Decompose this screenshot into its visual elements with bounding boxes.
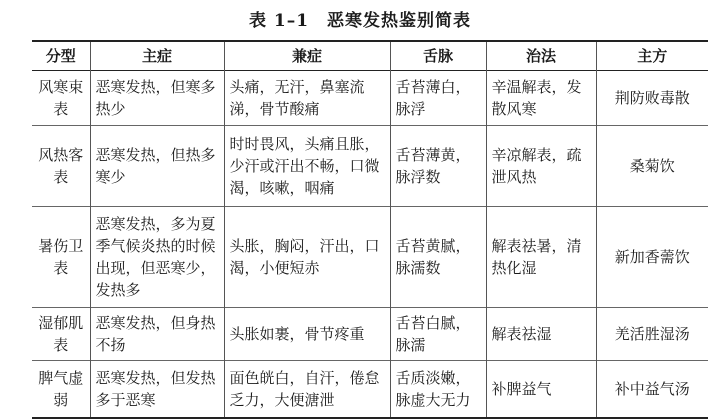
cell-main-symptom: 恶寒发热，但发热多于恶寒 <box>90 361 224 419</box>
table-row <box>32 207 708 308</box>
cell-type: 风寒束表 <box>38 78 84 118</box>
cell-formula: 羌活胜湿汤 <box>596 308 708 361</box>
cell-accompanying-symptom: 头胀，胸闷，汗出，口渴，小便短赤 <box>224 207 390 308</box>
cell-tongue-pulse: 舌苔白腻，脉濡 <box>390 308 486 361</box>
table-caption <box>0 6 720 31</box>
table-header-row <box>32 41 708 71</box>
table-title: 恶寒发热鉴别简表 <box>327 11 472 31</box>
header-treatment: 治法 <box>486 41 596 71</box>
header-tongue-pulse: 舌脉 <box>390 41 486 71</box>
table-row <box>32 308 708 361</box>
cell-type: 湿郁肌表 <box>38 314 84 354</box>
cell-formula: 桑菊饮 <box>596 126 708 207</box>
cell-treatment: 解表祛湿 <box>486 308 596 361</box>
cell-tongue-pulse: 舌苔黄腻，脉濡数 <box>390 207 486 308</box>
cell-main-symptom: 恶寒发热，多为夏季气候炎热的时候出现，但恶寒少，发热多 <box>90 207 224 308</box>
table-row <box>32 361 708 419</box>
header-type: 分型 <box>45 47 76 65</box>
table-row <box>32 71 708 126</box>
cell-accompanying-symptom: 面色㿠白，自汗，倦怠乏力，大便溏泄 <box>224 361 390 419</box>
cell-main-symptom: 恶寒发热，但身热不扬 <box>90 308 224 361</box>
cell-formula: 补中益气汤 <box>596 361 708 419</box>
cell-treatment: 解表祛暑，清热化湿 <box>486 207 596 308</box>
cell-formula: 新加香薷饮 <box>596 207 708 308</box>
cell-treatment: 辛温解表，发散风寒 <box>486 71 596 126</box>
cell-treatment: 辛凉解表，疏泄风热 <box>486 126 596 207</box>
cell-main-symptom: 恶寒发热，但寒多热少 <box>90 71 224 126</box>
cell-treatment: 补脾益气 <box>486 361 596 419</box>
cell-tongue-pulse: 舌苔薄黄，脉浮数 <box>390 126 486 207</box>
header-formula: 主方 <box>596 41 708 71</box>
cell-accompanying-symptom: 头胀如裹，骨节疼重 <box>224 308 390 361</box>
cell-type: 脾气虚弱 <box>38 369 84 409</box>
cell-type: 风热客表 <box>38 146 84 186</box>
cell-tongue-pulse: 舌质淡嫩，脉虚大无力 <box>390 361 486 419</box>
table-row <box>32 126 708 207</box>
cell-type: 暑伤卫表 <box>38 237 84 277</box>
cell-accompanying-symptom: 时时畏风，头痛且胀，少汗或汗出不畅，口微渴，咳嗽，咽痛 <box>224 126 390 207</box>
cell-accompanying-symptom: 头痛，无汗，鼻塞流涕，骨节酸痛 <box>224 71 390 126</box>
header-accompanying-symptom: 兼症 <box>224 41 390 71</box>
cell-main-symptom: 恶寒发热，但热多寒少 <box>90 126 224 207</box>
header-main-symptom: 主症 <box>90 41 224 71</box>
cell-formula: 荆防败毒散 <box>596 71 708 126</box>
table-number: 表 1–1 <box>248 11 310 31</box>
cell-tongue-pulse: 舌苔薄白，脉浮 <box>390 71 486 126</box>
differentiation-table <box>32 40 708 419</box>
